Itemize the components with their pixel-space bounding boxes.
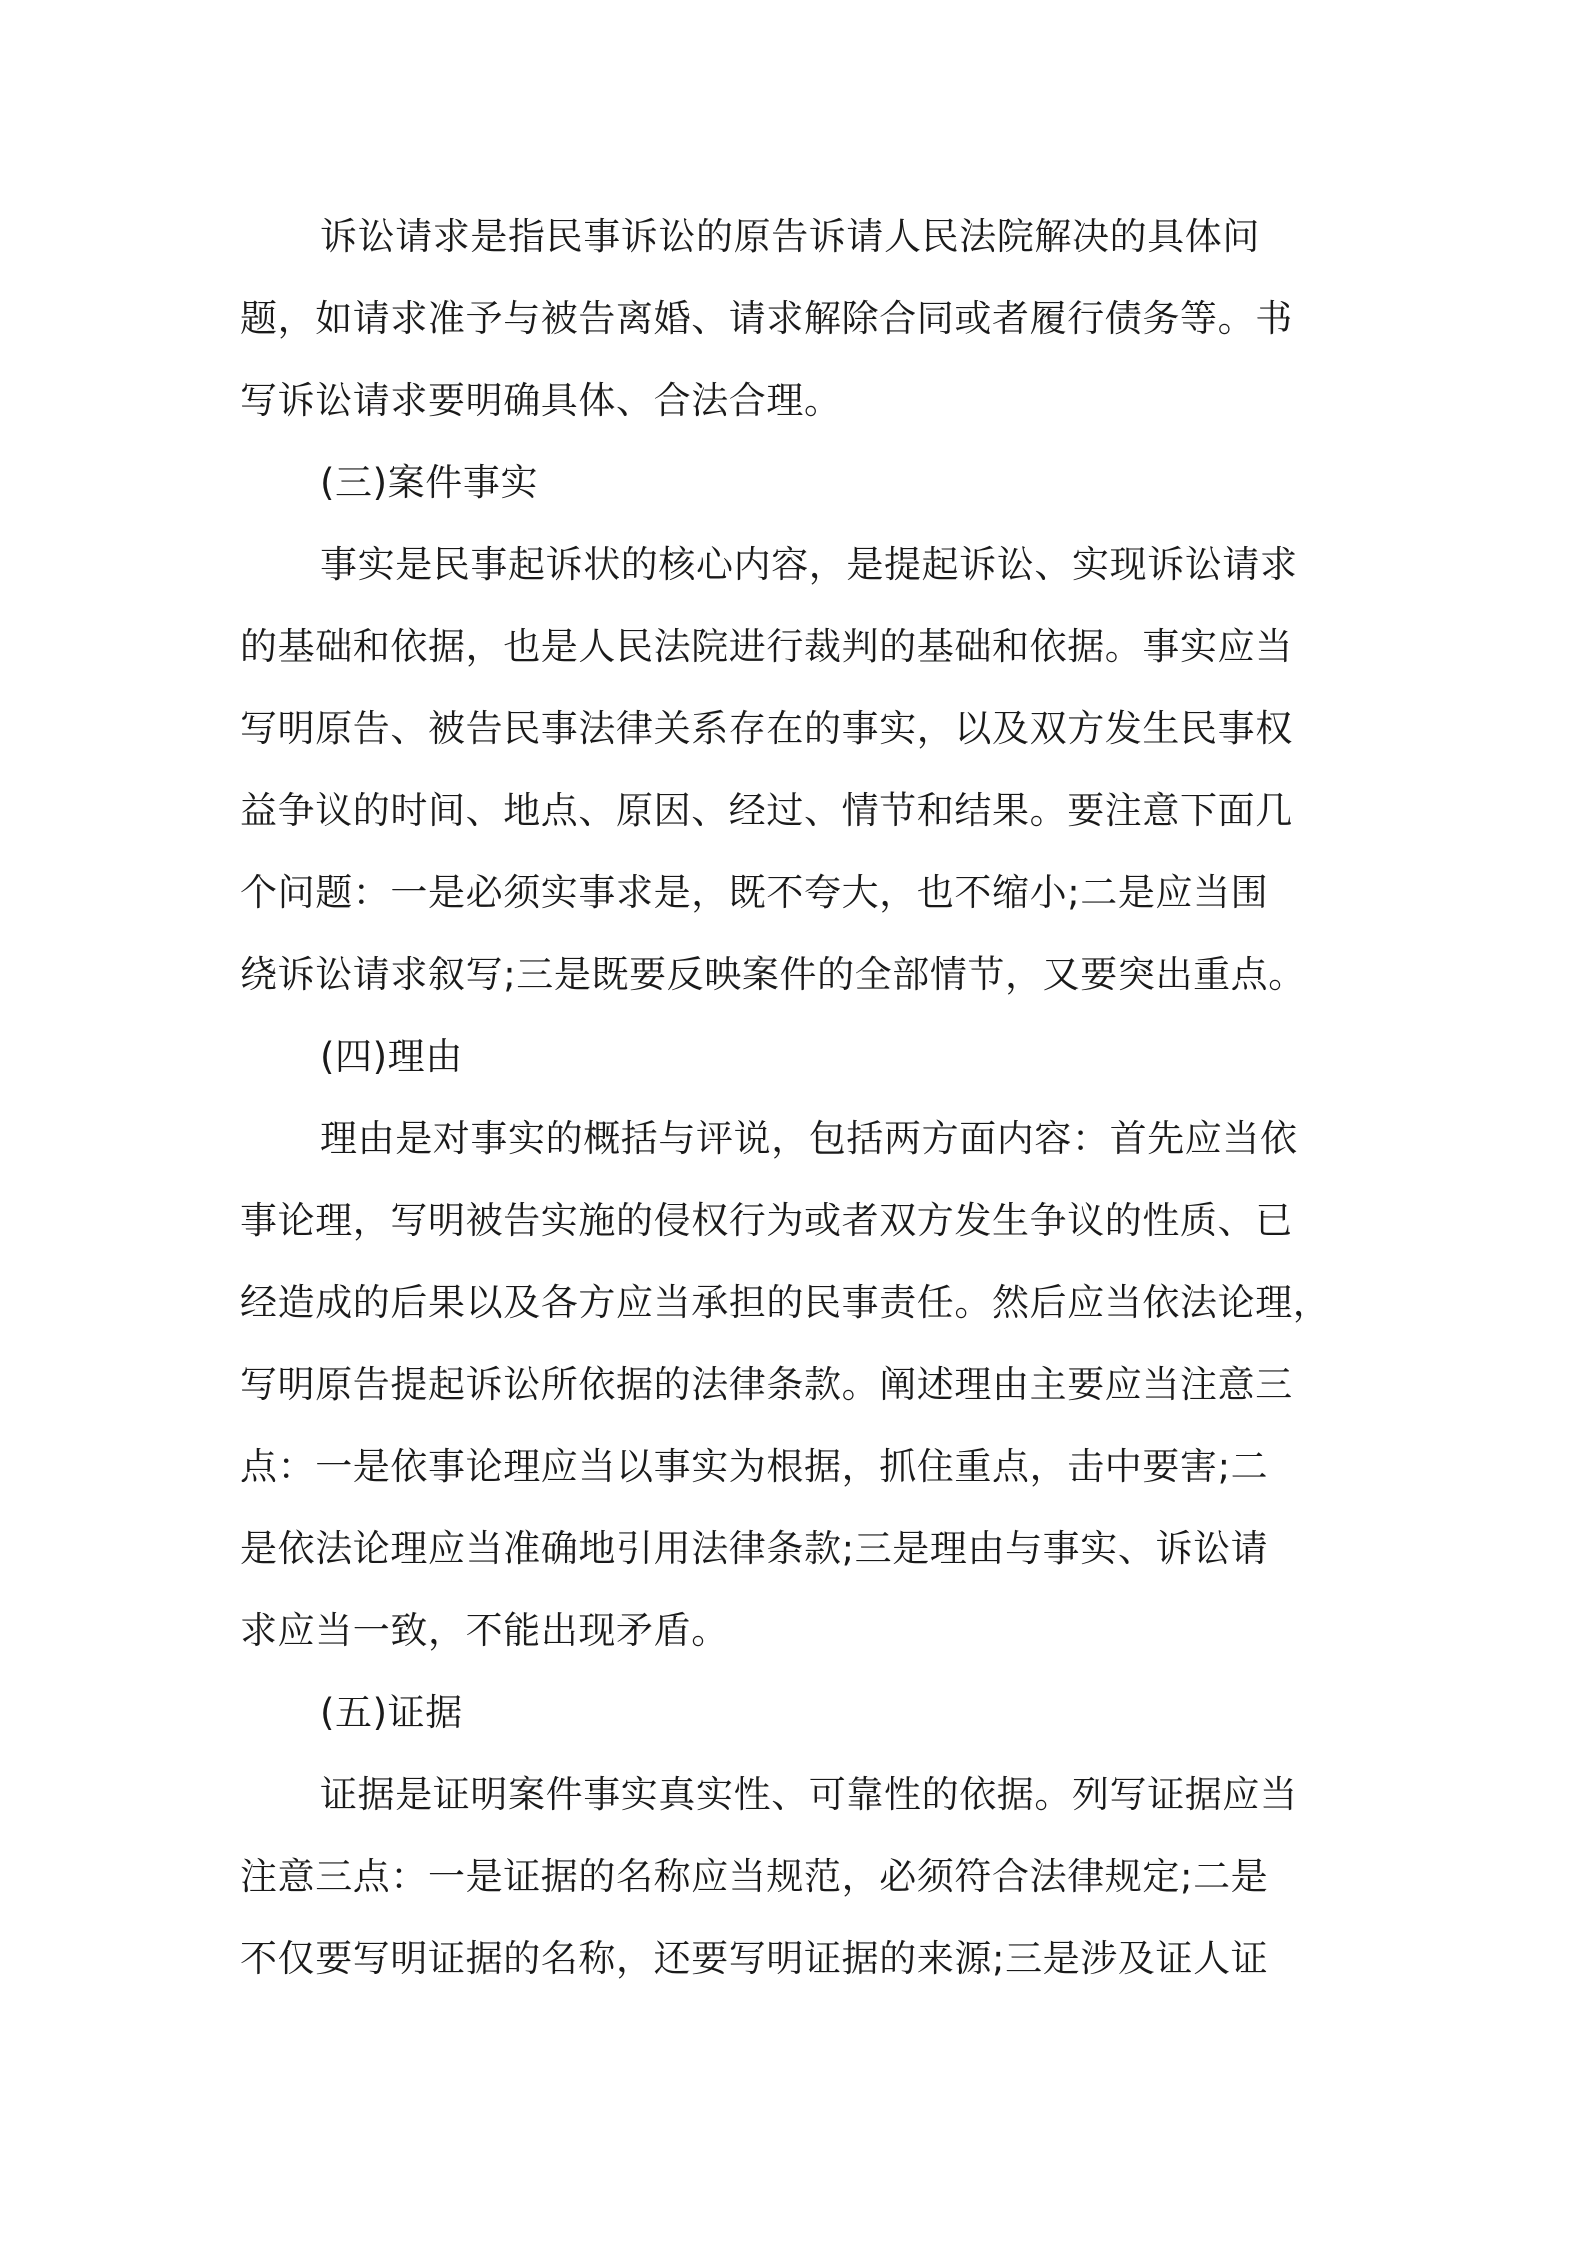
section-heading-case-facts — [240, 442, 1360, 524]
text-line: 不仅要写明证据的名称，还要写明证据的来源;三是涉及证人证 — [240, 1937, 1269, 1980]
text-line: 经造成的后果以及各方应当承担的民事责任。然后应当依法论理， — [240, 1281, 1331, 1324]
document-body — [240, 196, 1360, 2000]
text-line: 事实是民事起诉状的核心内容，是提起诉讼、实现诉讼请求 — [320, 543, 1298, 586]
section-heading-reasons — [240, 1016, 1360, 1098]
text-line: 的基础和依据，也是人民法院进行裁判的基础和依据。事实应当 — [240, 625, 1293, 668]
text-line: 写明原告提起诉讼所依据的法律条款。阐述理由主要应当注意三 — [240, 1363, 1293, 1406]
text-line: 证据是证明案件事实真实性、可靠性的依据。列写证据应当 — [320, 1773, 1298, 1816]
text-line: 理由是对事实的概括与评说，包括两方面内容：首先应当依 — [320, 1117, 1298, 1160]
text-line: 益争议的时间、地点、原因、经过、情节和结果。要注意下面几 — [240, 789, 1293, 832]
paragraph-reasons — [240, 1098, 1360, 1672]
text-line: 写诉讼请求要明确具体、合法合理。 — [240, 379, 842, 422]
text-line: 题，如请求准予与被告离婚、请求解除合同或者履行债务等。书 — [240, 297, 1293, 340]
text-line: 个问题：一是必须实事求是，既不夸大，也不缩小;二是应当围 — [240, 871, 1269, 914]
section-heading: (五)证据 — [320, 1691, 463, 1734]
paragraph-litigation-claims — [240, 196, 1360, 442]
text-line: 写明原告、被告民事法律关系存在的事实，以及双方发生民事权 — [240, 707, 1293, 750]
paragraph-evidence — [240, 1754, 1360, 2000]
paragraph-case-facts — [240, 524, 1360, 1016]
text-line: 求应当一致，不能出现矛盾。 — [240, 1609, 729, 1652]
text-line: 是依法论理应当准确地引用法律条款;三是理由与事实、诉讼请 — [240, 1527, 1269, 1570]
text-line: 注意三点：一是证据的名称应当规范，必须符合法律规定;二是 — [240, 1855, 1269, 1898]
text-line: 绕诉讼请求叙写;三是既要反映案件的全部情节，又要突出重点。 — [240, 953, 1306, 996]
text-line: 点：一是依事论理应当以事实为根据，抓住重点，击中要害;二 — [240, 1445, 1269, 1488]
text-line: 事论理，写明被告实施的侵权行为或者双方发生争议的性质、已 — [240, 1199, 1293, 1242]
text-line: 诉讼请求是指民事诉讼的原告诉请人民法院解决的具体问 — [320, 215, 1260, 258]
section-heading: (三)案件事实 — [320, 461, 539, 504]
section-heading-evidence — [240, 1672, 1360, 1754]
section-heading: (四)理由 — [320, 1035, 463, 1078]
